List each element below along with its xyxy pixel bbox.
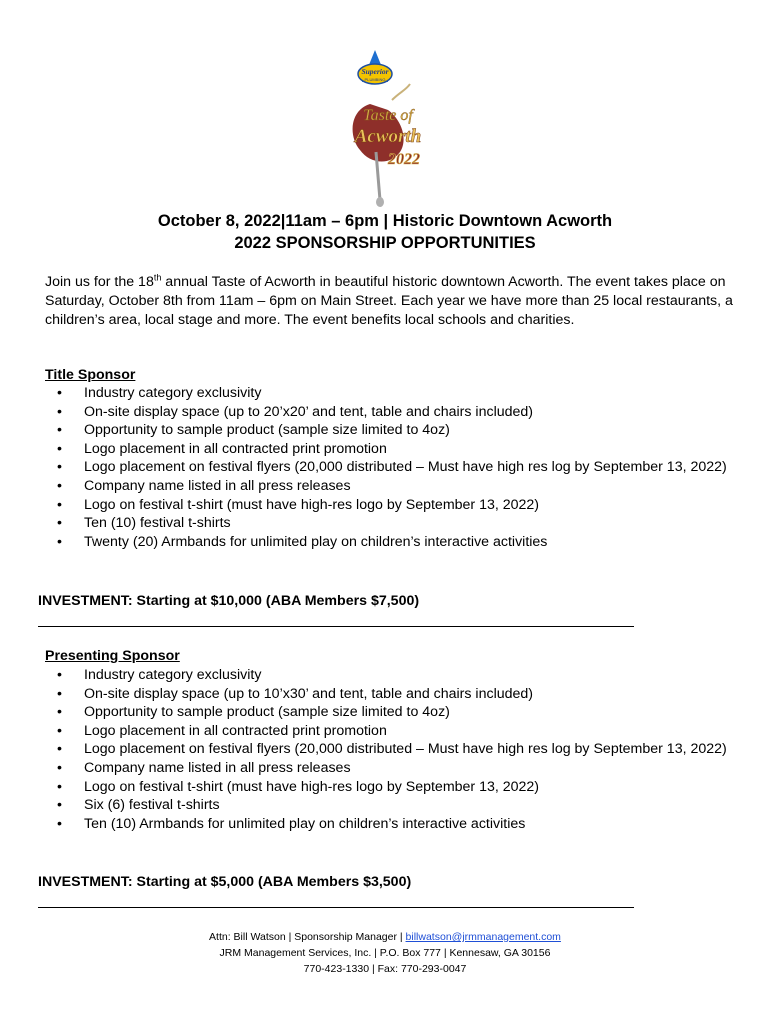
list-item	[57, 514, 727, 533]
footer-address: JRM Management Services, Inc. | P.O. Box 777 | Kennesaw, GA 30156	[219, 947, 551, 959]
event-logo-line1: Taste of	[363, 107, 413, 124]
list-item-text: On-site display space (up to 20’x20’ and tent, table and chairs included)	[84, 403, 534, 420]
list-item-text: Industry category exclusivity	[84, 385, 262, 401]
list-item-text: Opportunity to sample product (sample size limited to 4oz)	[84, 704, 450, 721]
bullet-icon: •	[57, 477, 62, 494]
bullet-icon: •	[57, 422, 62, 439]
list-item	[57, 796, 727, 815]
list-item-text: Opportunity to sample product (sample size limited to 4oz)	[84, 422, 450, 439]
sponsor-logo-line2: PLUMBING	[364, 77, 386, 82]
bullet-icon: •	[57, 815, 62, 832]
list-item	[57, 533, 727, 552]
list-item	[57, 685, 727, 704]
list-item	[57, 759, 727, 778]
list-item-text: Company name listed in all press releases	[84, 477, 351, 494]
list-item	[57, 440, 727, 459]
intro-text-start: Join us for the 18	[45, 274, 154, 290]
list-item	[57, 458, 727, 477]
footer-contact	[0, 929, 770, 945]
list-item	[57, 778, 727, 797]
list-item	[57, 421, 727, 440]
section-divider	[38, 907, 634, 908]
bullet-icon: •	[57, 741, 62, 758]
list-item-text: Logo on festival t-shirt (must have high-res logo by September 13, 2022)	[84, 778, 540, 795]
intro-ordinal-suffix: th	[153, 272, 162, 283]
bullet-icon: •	[57, 533, 62, 550]
list-item	[57, 666, 727, 685]
footer-attn: Attn: Bill Watson | Sponsorship Manager |	[209, 931, 406, 943]
list-item	[57, 722, 727, 741]
list-item-text: Six (6) festival t-shirts	[84, 797, 220, 814]
section-divider	[38, 626, 634, 627]
presenting-sponsor-benefits	[57, 666, 727, 833]
event-logo-year: 2022	[388, 151, 420, 168]
list-item-text: Logo placement in all contracted print promotion	[84, 440, 387, 457]
presenting-sponsor-investment: INVESTMENT: Starting at $5,000 (ABA Members $3,500)	[38, 874, 412, 890]
bullet-icon: •	[57, 496, 62, 513]
list-item	[57, 740, 727, 759]
list-item	[57, 703, 727, 722]
bullet-icon: •	[57, 667, 62, 683]
list-item-text: Company name listed in all press releases	[84, 759, 351, 776]
bullet-icon: •	[57, 459, 62, 476]
list-item	[57, 384, 727, 403]
list-item	[57, 477, 727, 496]
list-item-text: Ten (10) Armbands for unlimited play on children’s interactive activities	[84, 815, 526, 832]
sponsor-logo-line1: Superior	[361, 67, 389, 76]
list-item-text: Logo on festival t-shirt (must have high-res logo by September 13, 2022)	[84, 496, 540, 513]
bullet-icon: •	[57, 797, 62, 814]
event-date-heading: October 8, 2022|11am – 6pm | Historic Downtown Acworth	[157, 212, 613, 230]
intro-paragraph	[45, 273, 735, 330]
bullet-icon: •	[57, 759, 62, 776]
sponsorship-heading: 2022 SPONSORSHIP OPPORTUNITIES	[234, 234, 536, 252]
footer-phone: 770-423-1330 | Fax: 770-293-0047	[303, 963, 467, 975]
title-sponsor-investment: INVESTMENT: Starting at $10,000 (ABA Members $7,500)	[38, 593, 420, 609]
bullet-icon: •	[57, 778, 62, 795]
event-logo-line2: Acworth	[354, 126, 422, 147]
list-item	[57, 815, 727, 834]
bullet-icon: •	[57, 515, 62, 532]
list-item-text: Logo placement in all contracted print promotion	[84, 722, 387, 739]
title-sponsor-benefits	[57, 384, 727, 551]
bullet-icon: •	[57, 704, 62, 721]
bullet-icon: •	[57, 385, 62, 401]
list-item-text: Ten (10) festival t-shirts	[84, 515, 231, 532]
event-emblem	[353, 84, 422, 207]
presenting-sponsor-heading: Presenting Sponsor	[45, 648, 180, 664]
taste-of-acworth-logo	[330, 40, 450, 210]
bullet-icon: •	[57, 403, 62, 420]
contact-email-link[interactable]: billwatson@jrmmanagement.com	[405, 931, 561, 943]
bullet-icon: •	[57, 440, 62, 457]
list-item	[57, 403, 727, 422]
list-item-text: On-site display space (up to 10’x30’ and tent, table and chairs included)	[84, 685, 534, 702]
bullet-icon: •	[57, 722, 62, 739]
list-item-text: Logo placement on festival flyers (20,000 distributed – Must have high res log by September 13, 2022)	[84, 741, 727, 758]
title-sponsor-heading: Title Sponsor	[45, 367, 136, 383]
superior-plumbing-badge	[358, 50, 392, 84]
list-item-text: Industry category exclusivity	[84, 667, 262, 683]
list-item-text: Twenty (20) Armbands for unlimited play on children’s interactive activities	[84, 533, 548, 550]
bullet-icon: •	[57, 685, 62, 702]
list-item	[57, 496, 727, 515]
list-item-text: Logo placement on festival flyers (20,000 distributed – Must have high res log by September 13, 2022)	[84, 459, 727, 476]
intro-text-rest: annual Taste of Acworth in beautiful historic downtown Acworth. The event takes place on Saturday, October 8th from 11am – 6pm on Main Street. Each year we have more than 25 local restaurants, a children’s area, local stage and more. The event benefits local schools and charities.	[45, 274, 733, 328]
